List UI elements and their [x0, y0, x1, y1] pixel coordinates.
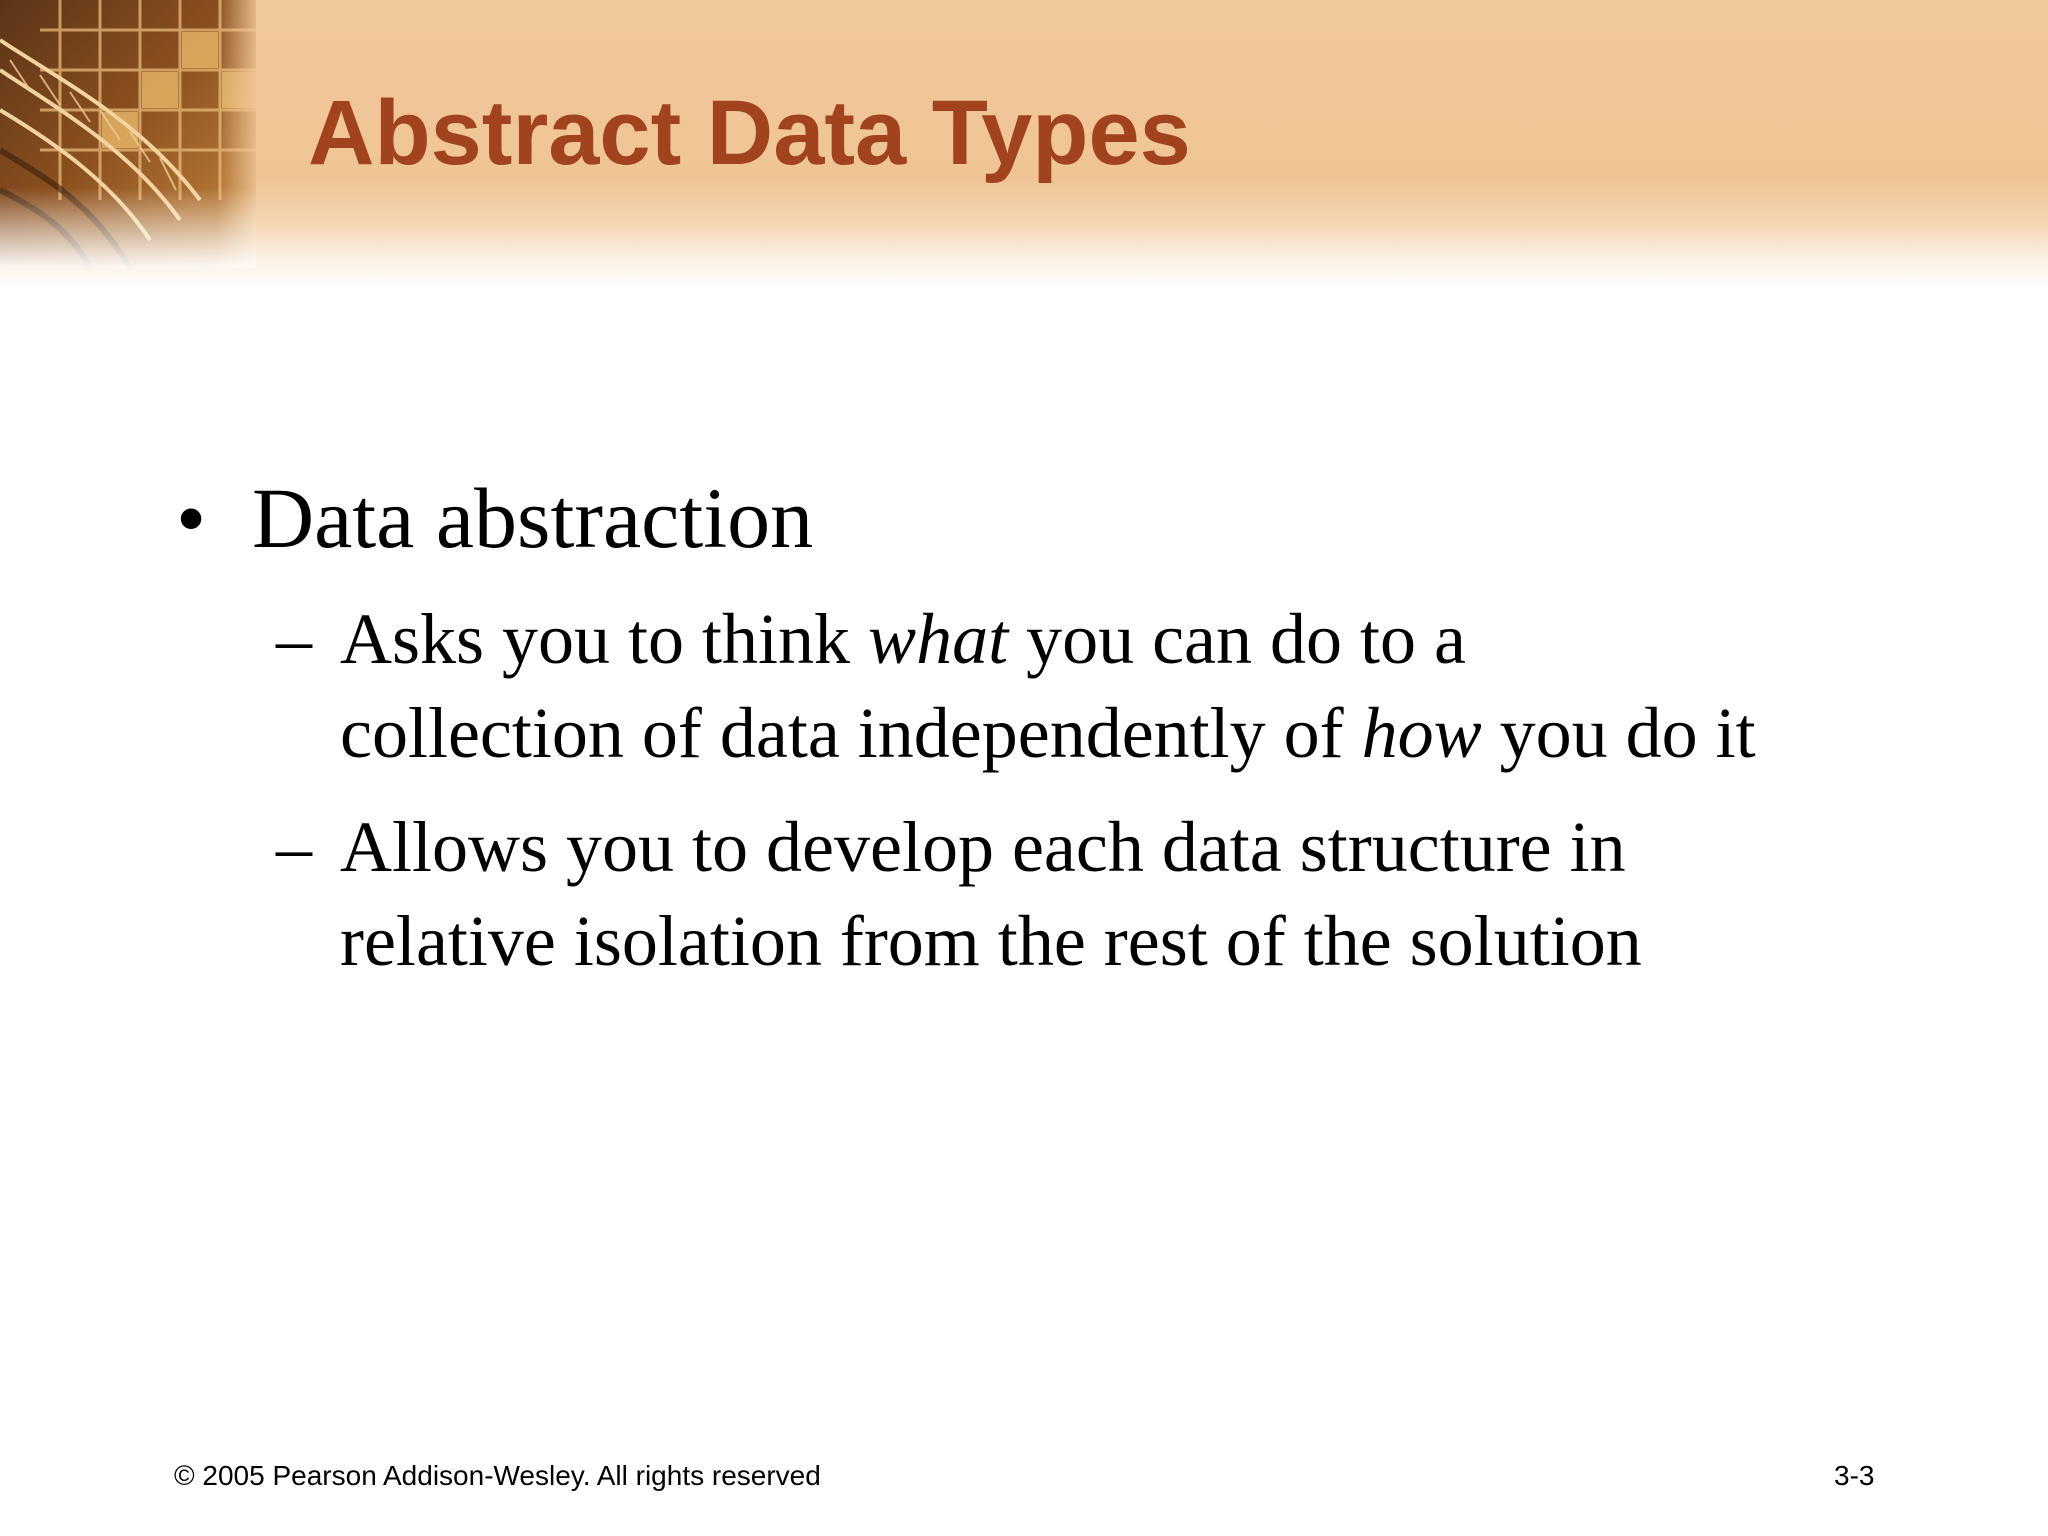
sub-bullet-text: Allows you to develop each data structure in [340, 807, 1626, 887]
dash-marker: – [276, 599, 312, 679]
slide-number: 3-3 [1834, 1460, 1875, 1491]
slide-title: Abstract Data Types [308, 82, 1191, 184]
emphasis-text: what [868, 599, 1009, 679]
staircase-building-photo-icon [0, 0, 256, 268]
sub-bullet-line [340, 592, 1466, 686]
sub-bullet-text: you do it [1481, 693, 1756, 773]
emphasis-text: how [1361, 693, 1482, 773]
footer-copyright: © 2005 Pearson Addison-Wesley. All rights reserved [174, 1460, 821, 1491]
dash-marker: – [276, 807, 312, 887]
sub-bullet-text: collection of data independently of [340, 693, 1362, 773]
sub-bullet-line [340, 686, 1756, 780]
sub-bullet-text: relative isolation from the rest of the solution [340, 901, 1642, 981]
sub-bullet-text: Asks you to think [340, 599, 869, 679]
sub-bullet-line [340, 894, 1642, 988]
sub-bullet-line [340, 800, 1626, 894]
sub-bullet-text: you can do to a [1008, 599, 1466, 679]
bullet-marker: • [176, 470, 207, 566]
bullet-text: Data abstraction [252, 470, 814, 566]
